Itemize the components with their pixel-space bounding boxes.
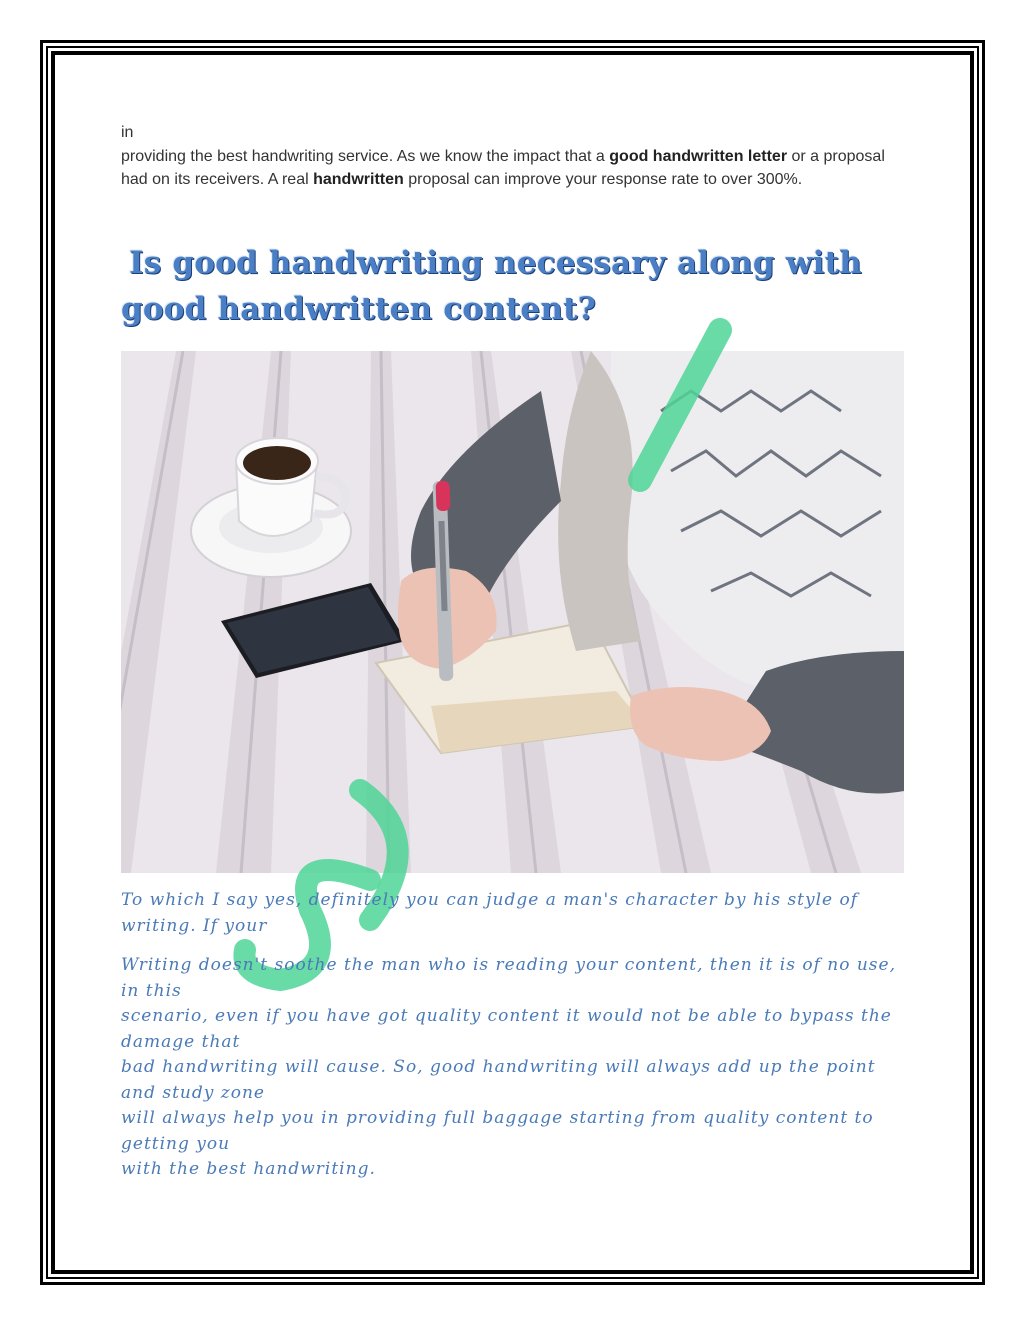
intro-paragraph [121,121,911,192]
intro-line-in: in [121,124,134,141]
intro-bold-handwritten: handwritten [313,171,404,188]
body-paragraph-2-line: bad handwriting will cause. So, good handwriting will always add up the point [121,1057,876,1077]
body-paragraph-2-line: Writing doesn't soothe the man who is reading your content, then it is of no use, [121,955,896,975]
body-paragraph-2-line: getting you [121,1133,231,1154]
body-paragraph-1-line: writing. If your [121,915,268,936]
body-paragraph-2-line: damage that [121,1031,241,1052]
body-paragraph-2-line: and study zone [121,1082,265,1103]
heading-line-2: good handwritten content? [121,291,596,327]
intro-text-part2: or a proposal had on its receivers. A real [121,147,885,188]
intro-text-part3: proposal can improve your response rate to over 300%. [403,171,803,188]
section-heading [121,240,901,332]
writing-photo [121,351,904,873]
body-paragraph-1 [121,888,901,939]
body-paragraph-2-line: with the best handwriting. [121,1159,376,1179]
body-paragraph-2-line: in this [121,980,182,1001]
intro-text [121,145,911,192]
intro-text-part1: providing the best handwriting service. As we know the impact that a [121,147,610,165]
heading-line-1: Is good handwriting necessary along with [129,245,862,281]
body-paragraph-2-line: scenario, even if you have got quality content it would not be able to bypass the [121,1006,892,1026]
intro-bold-good-handwritten-letter: good handwritten letter [609,147,788,165]
body-paragraph-2-line: will always help you in providing full baggage starting from quality content to [121,1108,874,1128]
body-paragraph-1-line: To which I say yes, definitely you can judge a man's character by his style of [121,890,859,910]
body-paragraph-2 [121,953,901,1183]
